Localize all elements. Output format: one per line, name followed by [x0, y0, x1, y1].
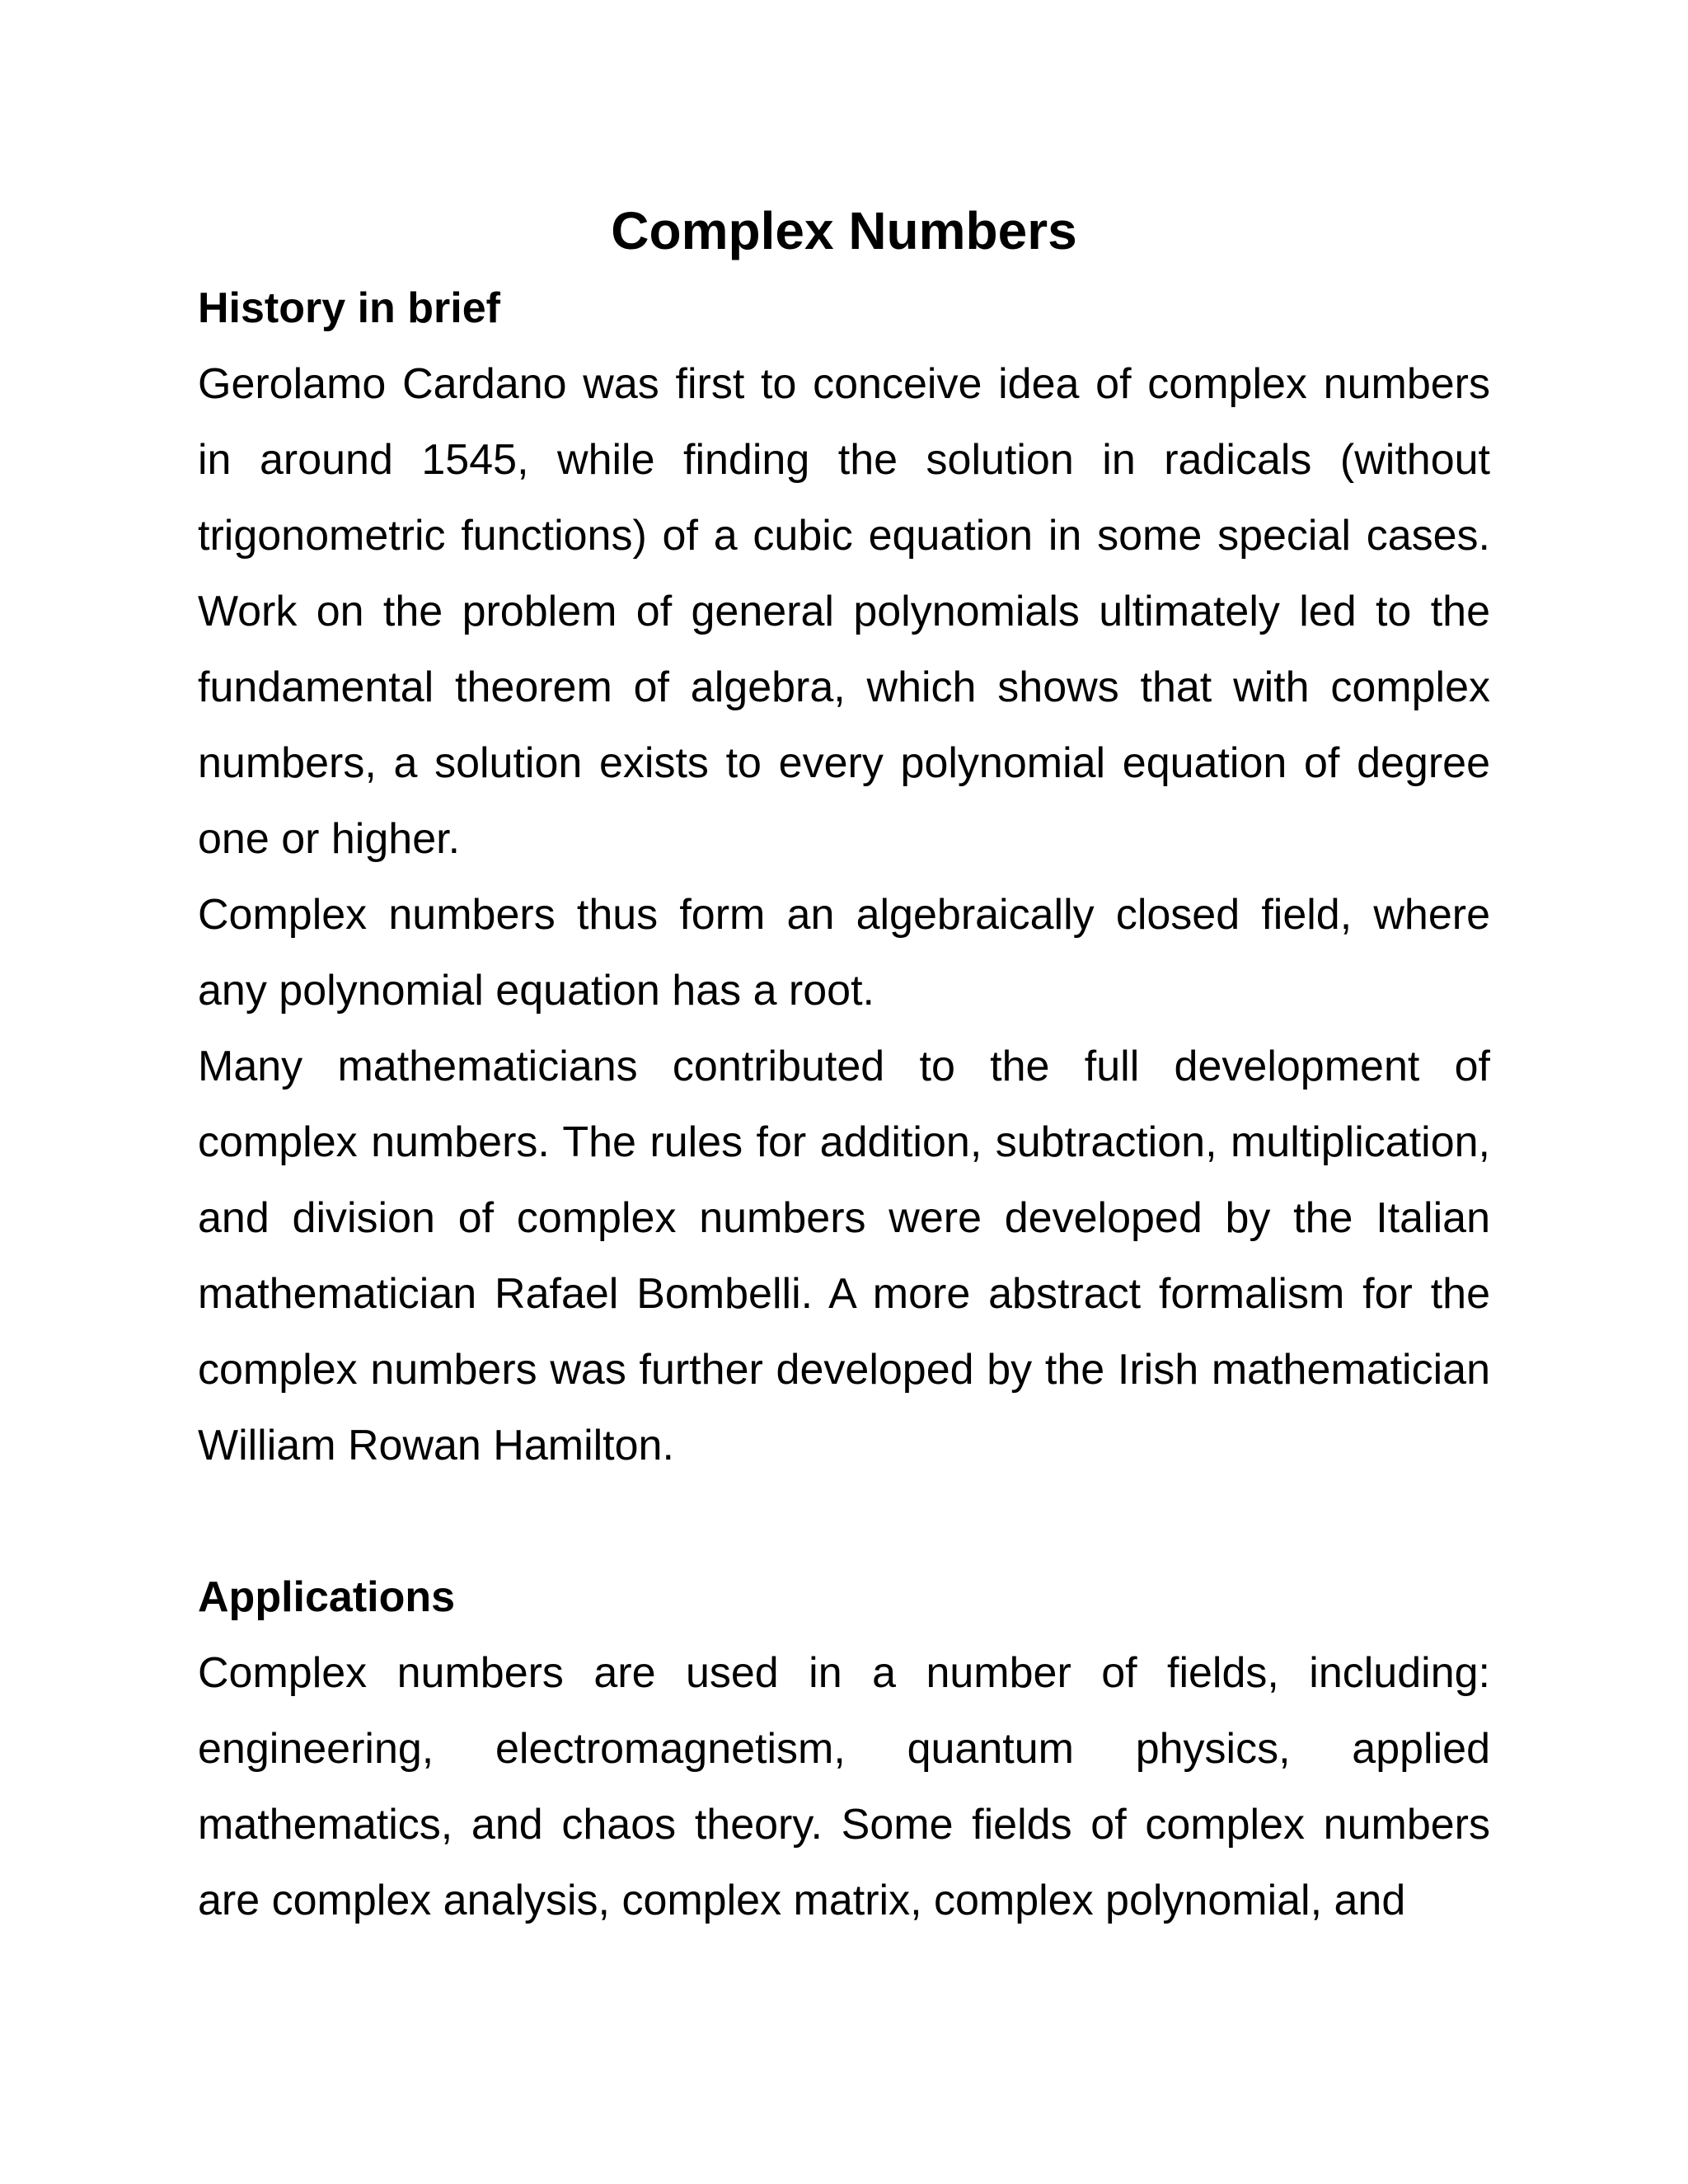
history-paragraph-2: Complex numbers thus form an algebraically closed field, where any polynomial equation has a root. — [198, 891, 1490, 1015]
page-title: Complex Numbers — [611, 201, 1077, 260]
section-heading-history: History in brief — [198, 284, 500, 332]
history-paragraph-3: Many mathematicians contributed to the full development of complex numbers. The rules for addition, subtraction, multiplication, and division of complex numbers were developed by the Italian mathematician Rafael Bombelli. A more abstract formalism for the complex numbers was further developed by the Irish mathematician William Rowan Hamilton. — [198, 1043, 1490, 1469]
section-heading-applications: Applications — [198, 1573, 456, 1621]
document-body — [198, 191, 1490, 1938]
history-paragraph-1: Gerolamo Cardano was first to conceive idea of complex numbers in around 1545, while finding the solution in radicals (without trigonometric functions) of a cubic equation in some special cases. Work on the problem of general polynomials ultimately led to the fundamental theorem of algebra, which shows that with complex numbers, a solution exists to every polynomial equation of degree one or higher. — [198, 360, 1490, 863]
applications-paragraph-1: Complex numbers are used in a number of fields, including: engineering, electromagnetism, quantum physics, applied mathematics, and chaos theory. Some fields of complex numbers are complex analysis, complex matrix, complex polynomial, and — [198, 1649, 1490, 1924]
section-spacer — [198, 1483, 1490, 1559]
